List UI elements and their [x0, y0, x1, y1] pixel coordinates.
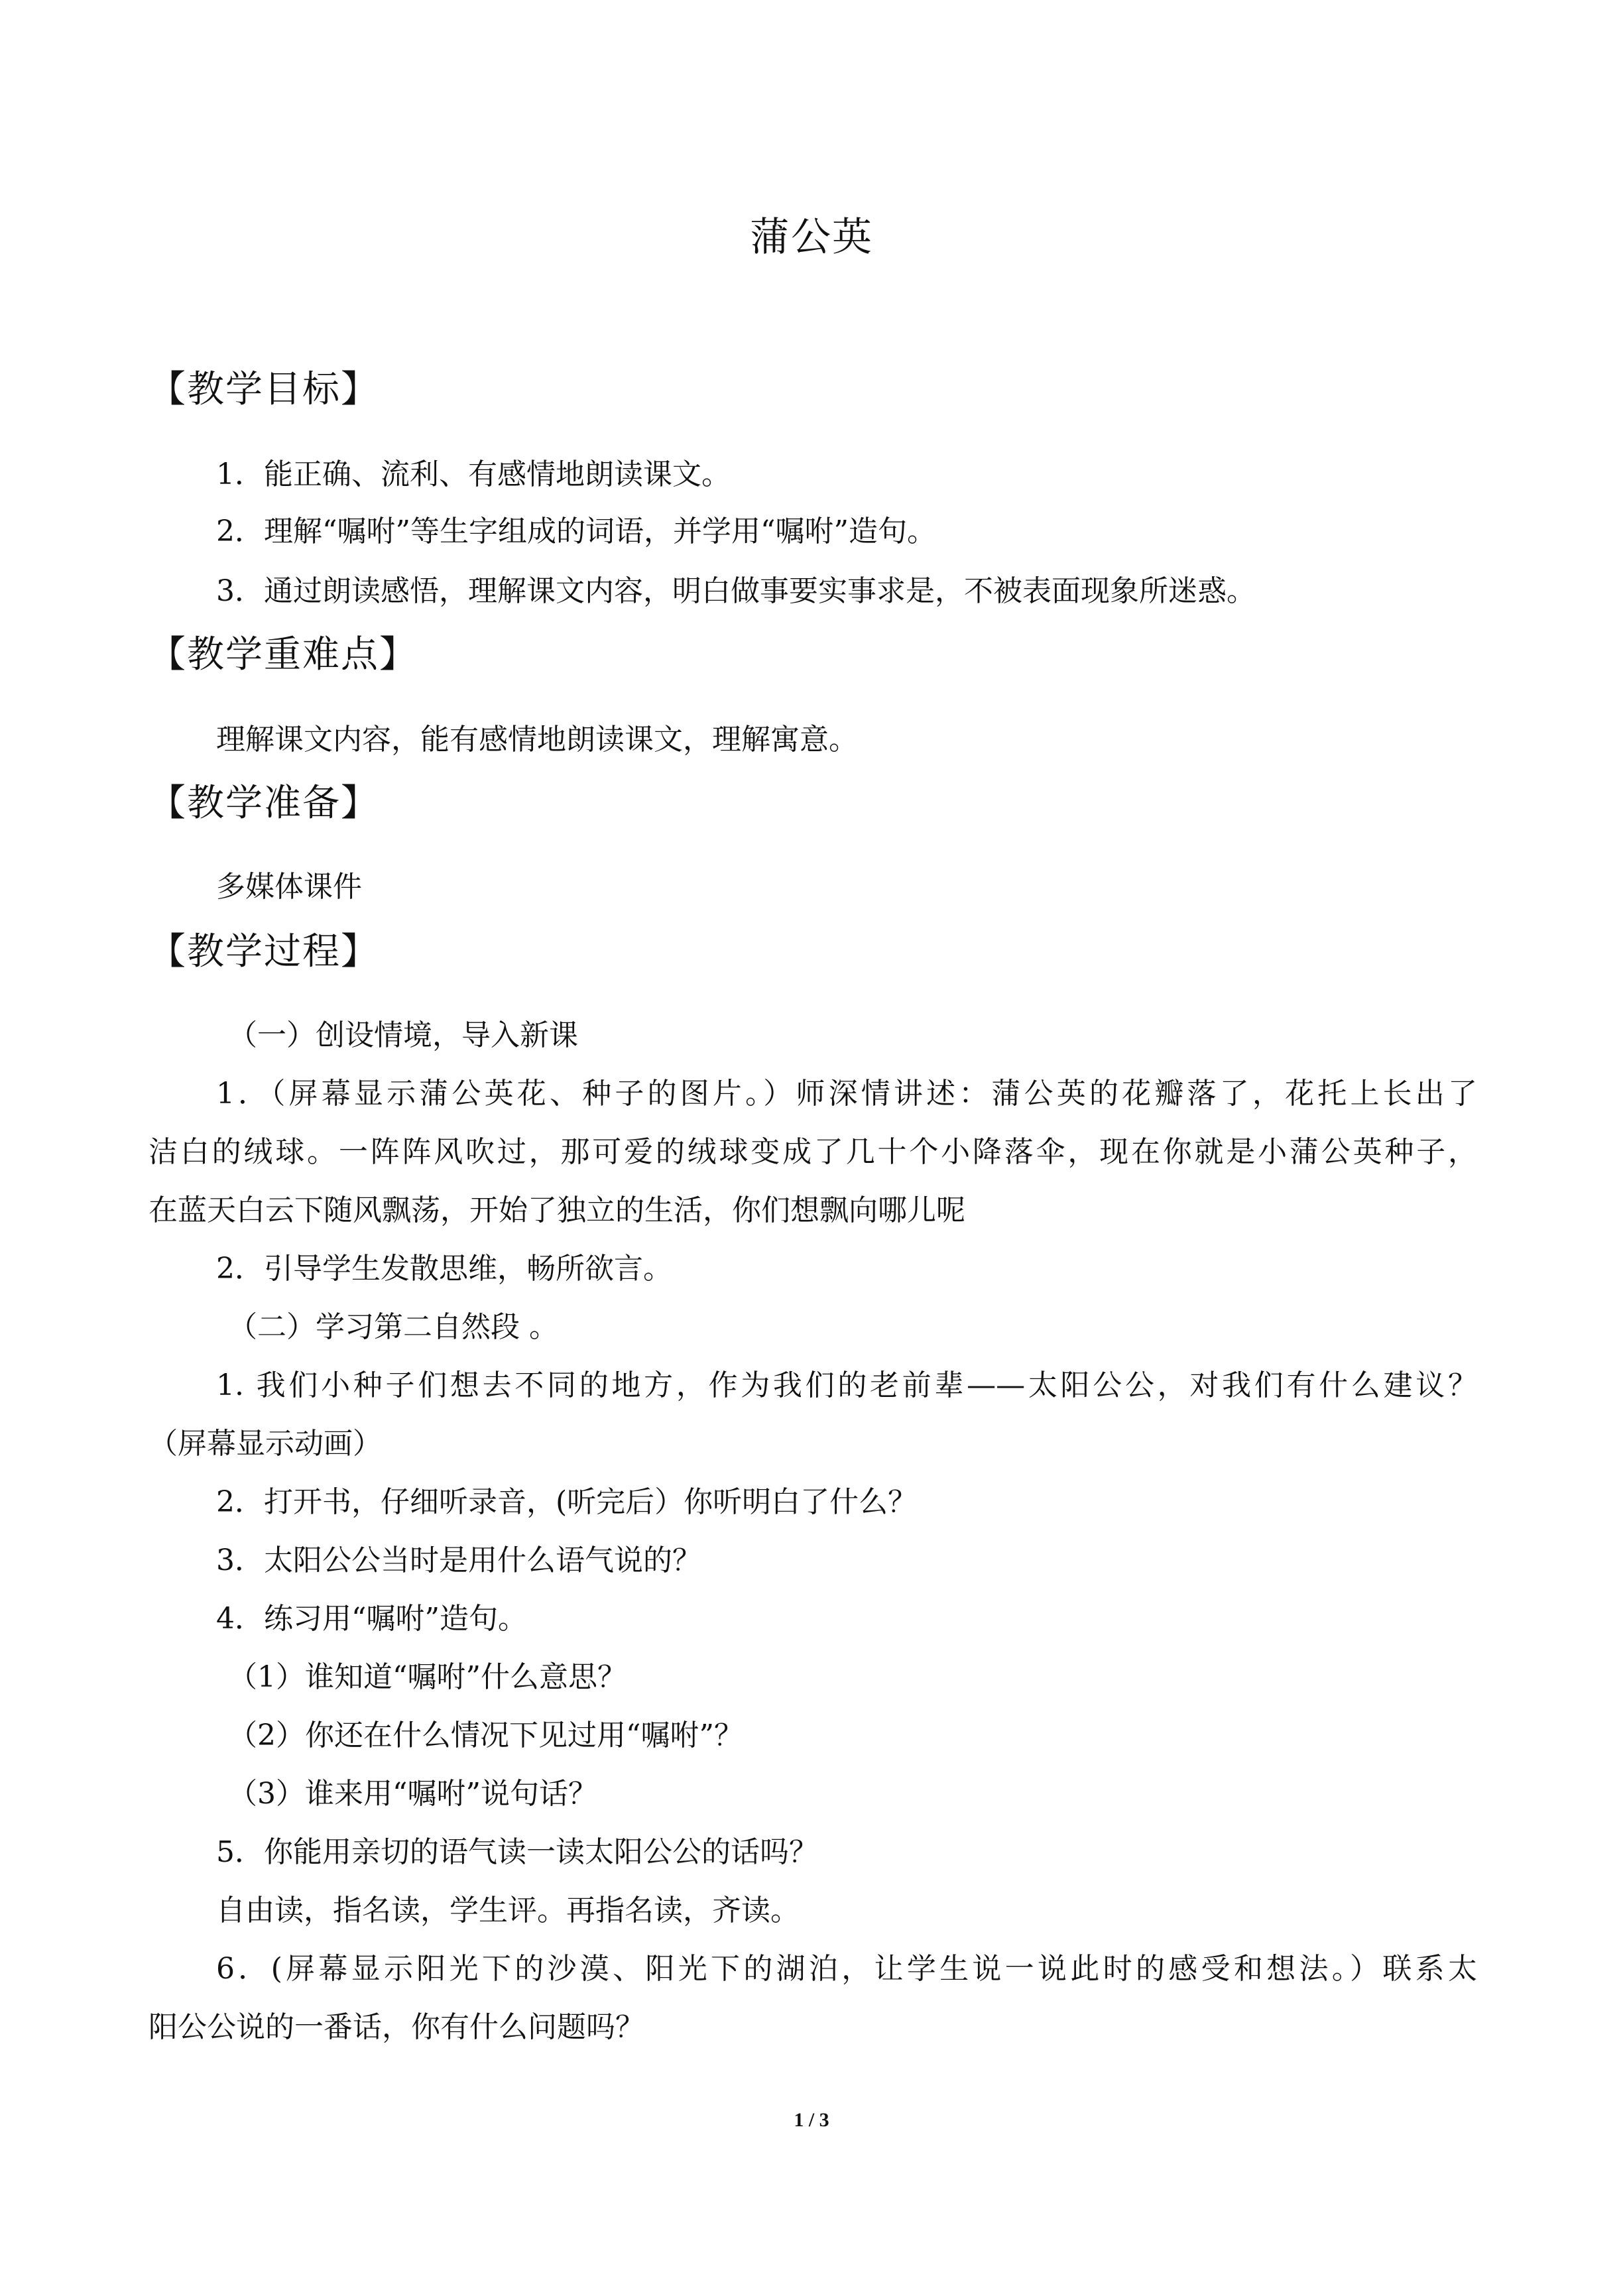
objective-item: 2．理解“嘱咐”等生字组成的词语，并学用“嘱咐”造句。 — [216, 514, 936, 548]
section-heading-objectives: 【教学目标】 — [149, 368, 379, 411]
process-line: 阳公公说的一番话，你有什么问题吗？ — [149, 2010, 644, 2044]
objective-item: 1．能正确、流利、有感情地朗读课文。 — [216, 457, 731, 491]
process-line: 自由读，指名读，学生评。再指名读，齐读。 — [216, 1894, 800, 1927]
process-line: 在蓝天白云下随风飘荡，开始了独立的生活，你们想飘向哪儿呢 — [149, 1193, 965, 1227]
objective-item: 3．通过朗读感悟，理解课文内容，明白做事要实事求是，不被表面现象所迷惑。 — [216, 574, 1256, 608]
process-line: （屏幕显示动画） — [149, 1427, 382, 1461]
page-number: 1 / 3 — [794, 2109, 829, 2131]
process-line: （2）你还在什么情况下见过用“嘱咐”？ — [228, 1719, 743, 1752]
process-line: 5．你能用亲切的语气读一读太阳公公的话吗？ — [216, 1835, 818, 1869]
process-line: 3．太阳公公当时是用什么语气说的？ — [216, 1543, 701, 1577]
process-line: （1）谁知道“嘱咐”什么意思？ — [228, 1660, 627, 1694]
process-line: 1. 我们小种子们想去不同的地方，作为我们的老前辈——太阳公公，对我们有什么建议？ — [216, 1368, 1477, 1402]
process-line: 2．引导学生发散思维，畅所欲言。 — [216, 1252, 672, 1286]
document-title: 蒲公英 — [750, 214, 873, 261]
process-line: 4．练习用“嘱咐”造句。 — [216, 1602, 527, 1636]
process-line: 1．（屏幕显示蒲公英花、种子的图片。）师深情讲述：蒲公英的花瓣落了，花托上长出了 — [216, 1077, 1477, 1111]
key-points-text: 理解课文内容，能有感情地朗读课文，理解寓意。 — [216, 723, 858, 756]
process-line: 2．打开书，仔细听录音，(听完后）你听明白了什么？ — [216, 1485, 918, 1519]
section-heading-preparation: 【教学准备】 — [149, 782, 379, 825]
process-line: 洁白的绒球。一阵阵风吹过，那可爱的绒球变成了几十个小降落伞，现在你就是小蒲公英种子， — [149, 1135, 1477, 1169]
process-line: 6．(屏幕显示阳光下的沙漠、阳光下的湖泊，让学生说一说此时的感受和想法。）联系太 — [216, 1952, 1477, 1986]
process-line: （一）创设情境，导入新课 — [228, 1018, 578, 1052]
section-heading-key-points: 【教学重难点】 — [149, 633, 418, 676]
preparation-text: 多媒体课件 — [216, 870, 362, 904]
process-line: （二）学习第二自然段 。 — [228, 1310, 558, 1344]
process-line: （3）谁来用“嘱咐”说句话？ — [228, 1777, 597, 1811]
section-heading-process: 【教学过程】 — [149, 930, 379, 973]
